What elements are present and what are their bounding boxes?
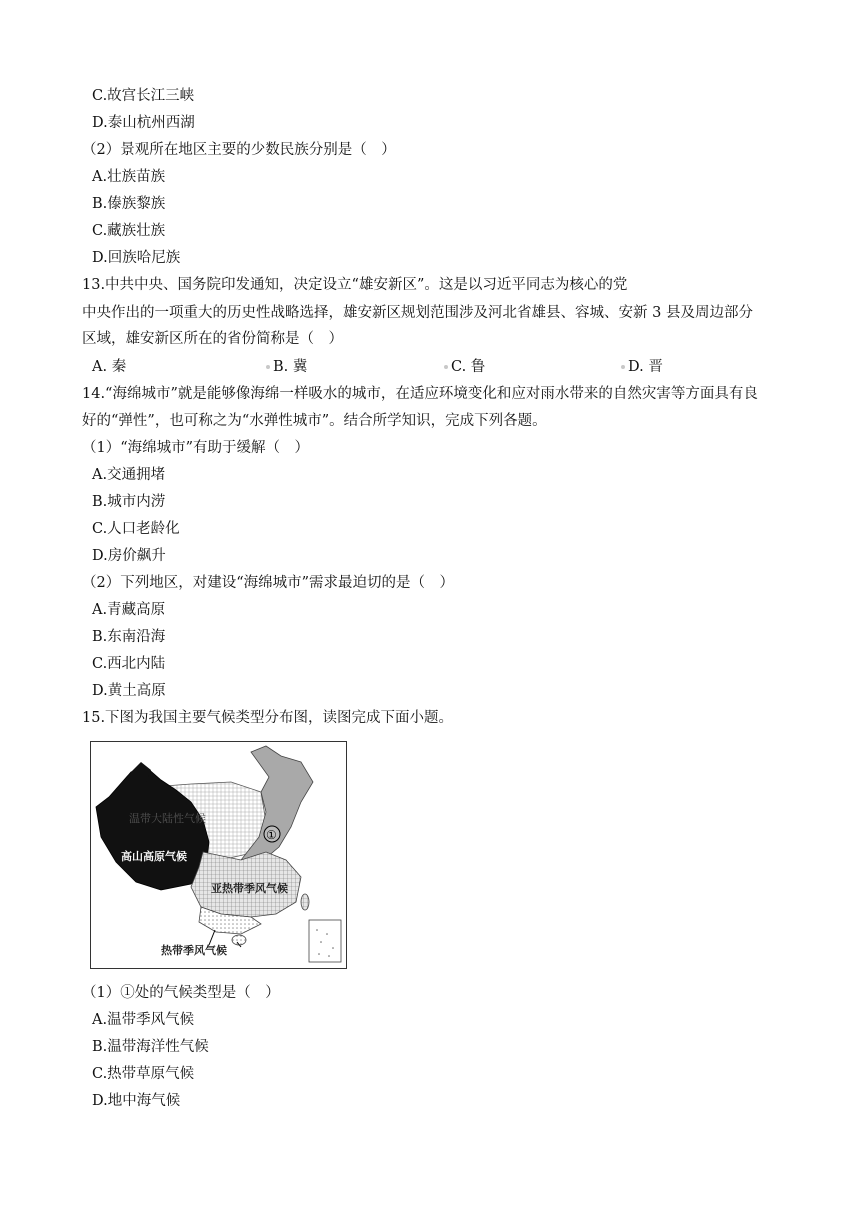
q13-option-a: A. 秦 — [92, 359, 127, 375]
bullet-icon — [621, 365, 625, 369]
bullet-icon — [266, 365, 270, 369]
q13-stem-line1: 13.中共中央、国务院印发通知，决定设立“雄安新区”。这是以习近平同志为核心的党 — [82, 277, 628, 293]
south-china-sea-inset — [309, 920, 341, 962]
q15-1-option-a: A.温带季风气候 — [92, 1012, 195, 1028]
q14-1-option-b: B.城市内涝 — [92, 494, 166, 510]
q14-2-option-b: B.东南沿海 — [92, 629, 166, 645]
q14-1-option-d: D.房价飙升 — [92, 548, 166, 564]
q14-1-option-c: C.人口老龄化 — [92, 521, 180, 537]
q13-option-b: B. 冀 — [273, 359, 308, 375]
q14-2-stem: （2）下列地区，对建设“海绵城市”需求最迫切的是（ ） — [82, 575, 455, 591]
tropical-arrow-1 — [209, 930, 215, 945]
q13-stem-line3: 区域，雄安新区所在的省份简称是（ ） — [82, 331, 343, 347]
q12-option-c: C.故宫长江三峡 — [92, 88, 195, 104]
label-temperate-continental: 温带大陆性气候 — [129, 812, 206, 825]
q12-2-option-b: B.傣族黎族 — [92, 196, 166, 212]
q13-stem-line2: 中央作出的一项重大的历史性战略选择，雄安新区规划范围涉及河北省雄县、容城、安新 3 县及周边部分 — [82, 305, 753, 321]
q15-1-option-c: C.热带草原气候 — [92, 1066, 195, 1082]
q12-2-stem: （2）景观所在地区主要的少数民族分别是（ ） — [82, 142, 396, 158]
q13-option-b-row — [266, 357, 307, 377]
marker-1-label: ① — [266, 828, 277, 842]
q15-1-option-d: D.地中海气候 — [92, 1093, 181, 1109]
label-highland-plateau: 高山高原气候 — [121, 850, 187, 863]
q15-1-option-b: B.温带海洋性气候 — [92, 1039, 209, 1055]
q13-option-d-row — [621, 357, 663, 377]
q13-option-c-row — [444, 357, 485, 377]
q14-2-option-d: D.黄土高原 — [92, 683, 166, 699]
climate-map-figure — [90, 741, 347, 969]
q12-2-option-d: D.回族哈尼族 — [92, 250, 181, 266]
q13-option-c: C. 鲁 — [451, 359, 486, 375]
q14-stem-line1: 14.“海绵城市”就是能够像海绵一样吸水的城市，在适应环境变化和应对雨水带来的自然灾害等方面具有良 — [82, 386, 758, 402]
q14-1-stem: （1）“海绵城市”有助于缓解（ ） — [82, 440, 310, 456]
bullet-icon — [444, 365, 448, 369]
q15-stem: 15.下图为我国主要气候类型分布图，读图完成下面小题。 — [82, 710, 454, 726]
china-climate-map — [91, 742, 346, 968]
q14-2-option-a: A.青藏高原 — [92, 602, 166, 618]
q12-2-option-a: A.壮族苗族 — [92, 169, 166, 185]
taiwan-island — [301, 894, 309, 910]
q13-option-d: D. 晋 — [628, 359, 663, 375]
label-subtropical-monsoon: 亚热带季风气候 — [211, 882, 288, 895]
q12-option-d: D.泰山杭州西湖 — [92, 115, 195, 131]
hainan-island — [232, 935, 246, 945]
q14-1-option-a: A.交通拥堵 — [92, 467, 166, 483]
q15-1-stem: （1）①处的气候类型是（ ） — [82, 985, 280, 1001]
q12-2-option-c: C.藏族壮族 — [92, 223, 166, 239]
q14-2-option-c: C.西北内陆 — [92, 656, 166, 672]
label-tropical-monsoon: 热带季风气候 — [161, 944, 227, 957]
q14-stem-line2: 好的“弹性”，也可称之为“水弹性城市”。结合所学知识，完成下列各题。 — [82, 413, 547, 429]
